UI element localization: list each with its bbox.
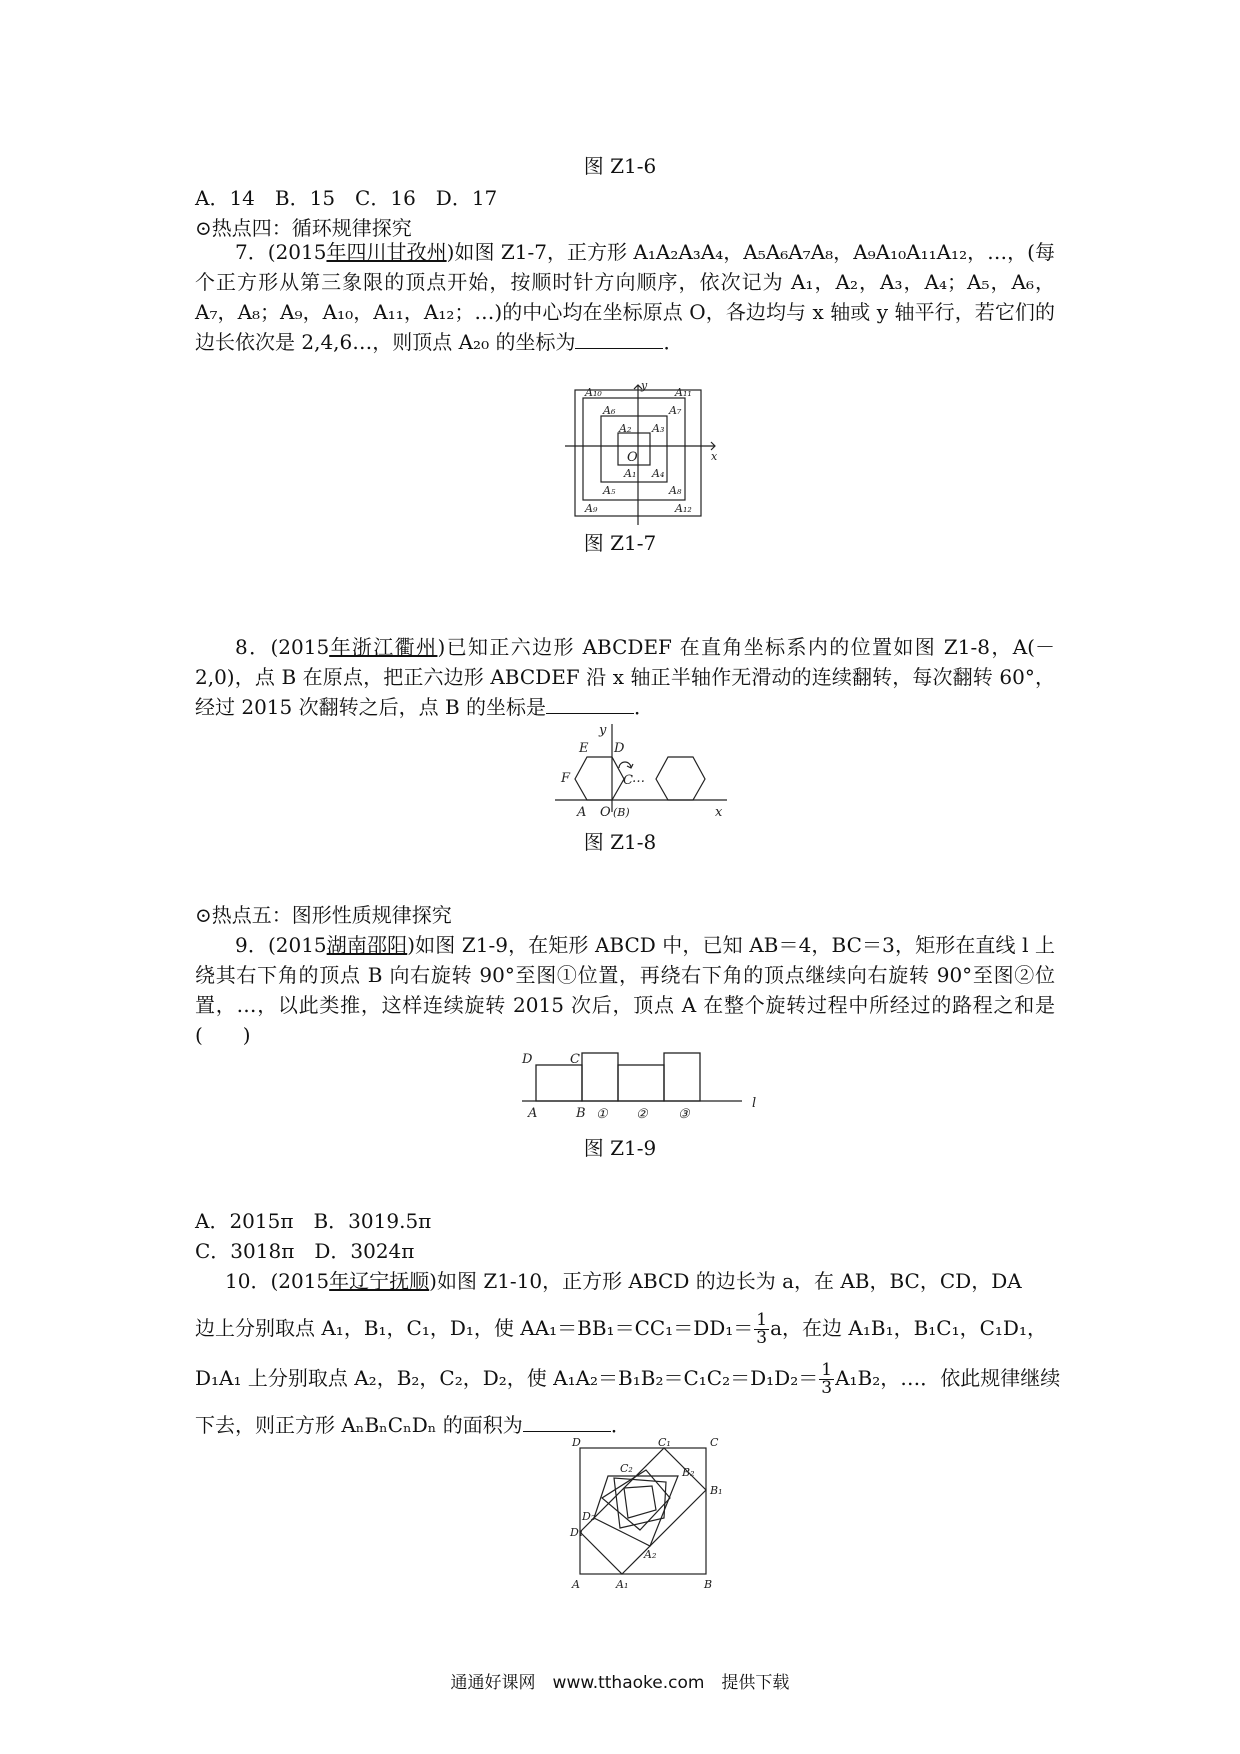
label-a: A (577, 805, 587, 820)
question-9-text: )如图 Z1-9，在矩形 ABCD 中，已知 AB＝4，BC＝3，矩形在直线 l 上绕其右下角的顶点 B 向右旋转 90°至图①位置，再绕右下角的顶点继续向右旋转 90°至图②位置，…，以此类推，这样连续旋转 2015 次后，顶点 A 在整个旋转过程中所经过的路程之和是( ) (195, 933, 1055, 1047)
question-8-source: 年浙江衢州 (329, 635, 438, 659)
label-b: B (576, 1106, 586, 1121)
figure-caption-z1-9: 图 Z1-9 (583, 1136, 657, 1160)
label-a12: A₁₂ (675, 502, 692, 515)
hotspot-5-heading: ⊙热点五：图形性质规律探究 (195, 903, 452, 927)
question-7-source: 年四川甘孜州 (326, 240, 447, 264)
label-a7: A₇ (669, 404, 682, 417)
label-b1: B₁ (710, 1484, 723, 1497)
label-o: O (627, 450, 638, 465)
label-a: A (572, 1578, 580, 1591)
answer-blank (546, 695, 634, 714)
hexagon-rolled (656, 757, 705, 800)
label-a1: A₁ (624, 467, 637, 480)
rect-position-2 (618, 1065, 664, 1101)
question-10-line-4: 下去，则正方形 AₙBₙCₙDₙ 的面积为 ． (195, 1413, 631, 1437)
label-b: (B) (613, 806, 630, 819)
fraction-one-third: $\frac{1}{3}$ (821, 1360, 833, 1398)
question-10-source: 年辽宁抚顺 (329, 1269, 430, 1293)
label-c: C (623, 773, 633, 788)
question-10-line-2: 边上分别取点 A₁，B₁，C₁，D₁，使 AA₁＝BB₁＝CC₁＝DD₁＝ $\frac{1}{3}$ a，在边 A₁B₁，B₁C₁，C₁D₁， (195, 1310, 1047, 1348)
question-10-line-3: D₁A₁ 上分别取点 A₂，B₂，C₂，D₂，使 A₁A₂＝B₁B₂＝C₁C₂＝D₁D₂＝ $\frac{1}{3}$ A₁B₂，…．依此规律继续 (195, 1360, 1061, 1398)
figure-z1-7 (575, 379, 718, 520)
label-d2: D₂ (582, 1510, 596, 1523)
rect-position-1 (582, 1053, 618, 1101)
label-d: D (572, 1436, 581, 1449)
hotspot-4-heading: ⊙热点四：循环规律探究 (195, 216, 412, 240)
label-circle-2: ② (636, 1107, 648, 1122)
question-10-line-1: 10．(2015年辽宁抚顺)如图 Z1-10，正方形 ABCD 的边长为 a，在 AB，BC，CD，DA (225, 1269, 1022, 1293)
hexagon-abcdef (575, 757, 624, 800)
label-x: x (715, 805, 723, 820)
label-a6: A₆ (603, 404, 616, 417)
answer-blank (575, 330, 663, 349)
label-e: E (579, 741, 589, 756)
label-a8: A₈ (669, 484, 682, 497)
label-c: C (710, 1436, 719, 1449)
label-circle-3: ③ (678, 1107, 690, 1122)
rect-abcd (536, 1065, 582, 1101)
question-8-number: 8．(2015 (235, 635, 330, 659)
question-6-options: A．14 B．15 C．16 D．17 (195, 186, 498, 210)
label-c1: C₁ (658, 1436, 671, 1449)
figure-caption-z1-6: 图 Z1-6 (583, 154, 657, 178)
figure-z1-8 (555, 722, 730, 822)
fraction-one-third: $\frac{1}{3}$ (756, 1310, 768, 1348)
label-l: l (752, 1096, 757, 1111)
label-a5: A₅ (603, 484, 616, 497)
label-a9: A₉ (585, 502, 598, 515)
label-o: O (600, 805, 611, 820)
label-a11: A₁₁ (675, 386, 692, 399)
label-c: C (570, 1052, 580, 1067)
figure-caption-z1-7: 图 Z1-7 (583, 531, 657, 555)
question-10-number: 10．(2015 (225, 1269, 330, 1293)
figure-caption-z1-8: 图 Z1-8 (583, 830, 657, 854)
label-d: D (522, 1052, 533, 1067)
rect-position-3 (664, 1053, 700, 1101)
question-9-options-ab: A．2015π B．3019.5π (195, 1209, 432, 1233)
label-a1: A₁ (616, 1578, 629, 1591)
figure-z1-9 (522, 1045, 772, 1130)
label-b2: B₂ (682, 1466, 695, 1479)
label-a10: A₁₀ (585, 386, 602, 399)
label-c2: C₂ (620, 1462, 633, 1475)
question-7-number: 7．(2015 (235, 240, 327, 264)
label-a: A (528, 1106, 538, 1121)
question-7: 7．(2015年四川甘孜州)如图 Z1-7，正方形 A₁A₂A₃A₄，A₅A₆A₇A₈，A₉A₁₀A₁₁A₁₂，…，(每个正方形从第三象限的顶点开始，按顺时针方向顺序，依次记为 A₁，A₂，A₃，A₄；A₅，A₆，A₇，A₈；A₉，A₁₀，A₁₁，A₁₂；…)的中心均在坐标原点 O，各边均与 x 轴或 y 轴平行，若它们的边长依次是 2,4,6…，则顶点 A₂₀ 的坐标为 ． (195, 240, 1055, 354)
label-a2: A₂ (619, 422, 632, 435)
label-y: y (599, 723, 607, 738)
square-level-5 (624, 1486, 656, 1518)
question-8: 8．(2015年浙江衢州)已知正六边形 ABCDEF 在直角坐标系内的位置如图 Z1-8，A(－2,0)，点 B 在原点，把正六边形 ABCDEF 沿 x 轴正半轴作无滑动的连续翻转，每次翻转 60°，经过 2015 次翻转之后，点 B 的坐标是 ． (195, 635, 1055, 719)
label-d: D (614, 741, 625, 756)
label-y: y (641, 379, 648, 392)
question-9-source: 湖南邵阳 (326, 933, 408, 957)
label-b: B (704, 1578, 713, 1591)
question-9 (195, 930, 1055, 1050)
page-footer: 通通好课网 www.tthaoke.com 提供下载 (450, 1673, 790, 1693)
question-9-options-cd: C．3018π D．3024π (195, 1239, 415, 1263)
label-a4: A₄ (652, 467, 665, 480)
label-a3: A₃ (652, 422, 665, 435)
label-circle-1: ① (596, 1107, 608, 1122)
label-f: F (561, 771, 571, 786)
question-8-text: )已知正六边形 ABCDEF 在直角坐标系内的位置如图 Z1-8，A(－2,0)，点 B 在原点，把正六边形 ABCDEF 沿 x 轴正半轴作无滑动的连续翻转，每次翻转 60°，经过 2015 次翻转之后，点 B 的坐标是 (195, 635, 1055, 719)
label-dots: … (632, 771, 645, 786)
label-a2: A₂ (644, 1548, 657, 1561)
answer-blank (523, 1413, 611, 1432)
label-d1: D₁ (570, 1526, 584, 1539)
figure-z1-10 (570, 1436, 723, 1591)
label-x: x (711, 450, 718, 463)
question-7-text: )如图 Z1-7，正方形 A₁A₂A₃A₄，A₅A₆A₇A₈，A₉A₁₀A₁₁A₁₂，…，(每个正方形从第三象限的顶点开始，按顺时针方向顺序，依次记为 A₁，A₂，A₃，A₄；A₅，A₆，A₇，A₈；A₉，A₁₀，A₁₁，A₁₂；…)的中心均在坐标原点 O，各边均与 x 轴或 y 轴平行，若它们的边长依次是 2,4,6…，则顶点 A₂₀ 的坐标为 (195, 240, 1055, 354)
question-9-number: 9．(2015 (235, 933, 327, 957)
